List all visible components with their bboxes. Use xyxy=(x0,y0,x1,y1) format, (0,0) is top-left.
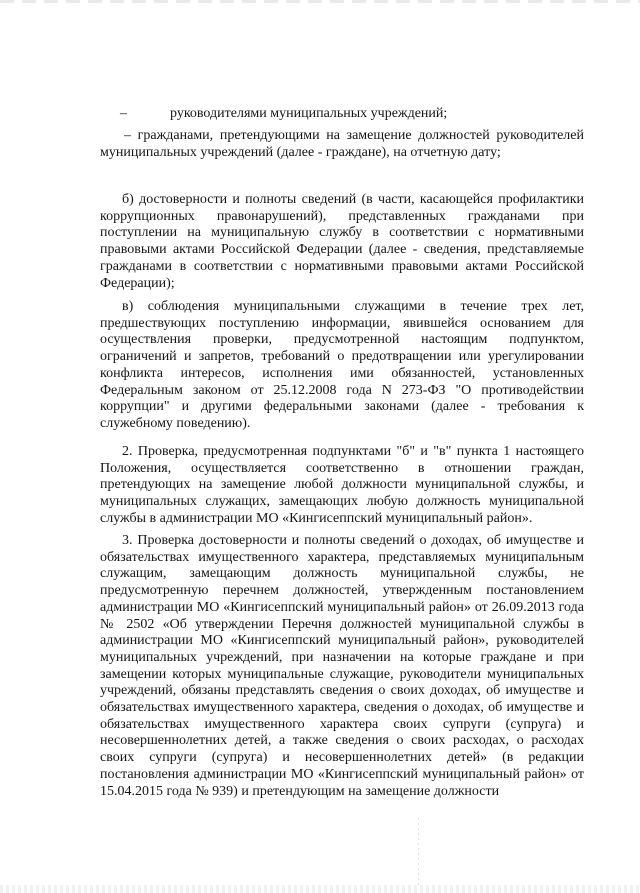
paragraph-2-text: 2. Проверка, предусмотренная подпунктами "б" и "в" пункта 1 настоящего Положения, осуществляется соответственно в отношении граждан, претендующих на замещение любой должности муниципальной службы, и муниципальных служащих, замещающих любую должность муниципальной службы в администрации МО «Кингисеппский муниципальный район». xyxy=(100,444,584,526)
scan-artifact xyxy=(418,818,419,888)
list-item-text: руководителями муниципальных учреждений; xyxy=(170,106,448,121)
subitem-v-text: в) соблюдения муниципальными служащими в течение трех лет, предшествующих поступлению информации, явившейся основанием для осуществления проверки, предусмотренной настоящим подпунктом, ограничений и запретов, требований о предотвращении или урегулировании конфликта интересов, исполнения ими обязанностей, установленных Федеральным законом от 25.12.2008 года N 273-ФЗ "О противодействии коррупции" и другими федеральными законами (далее - требования к служебному поведению). xyxy=(100,299,584,431)
scan-bottom-edge xyxy=(0,885,640,893)
paragraph-2 xyxy=(100,444,584,528)
paragraph-3-text: 3. Проверка достоверности и полноты сведений о доходах, об имуществе и обязательствах имущественного характера, представляемых муниципальным служащим, замещающим должность муниципальной службы, не предусмотренную перечнем должностей, утвержденным постановлением администрации МО «Кингисеппский муниципальный район» от 26.09.2013 года № 2502 «Об утверждении Перечня должностей муниципальной службы в администрации МО «Кингисеппский муниципальный район», руководителей муниципальных учреждений, при назначении на которые граждане и при замещении которых муниципальные служащие, руководители муниципальных учреждений, обязаны представлять сведения о своих доходах, об имуществе и обязательствах имущественного характера, сведения о доходах, об имуществе и обязательствах имущественного характера своих супруги (супруга) и несовершеннолетних детей, а также сведения о своих расходах, о расходах своих супруги (супруга) и несовершеннолетних детей» (в редакции постановления администрации МО «Кингисеппский муниципальный район» от 15.04.2015 года № 939) и претендующим на замещение должности xyxy=(100,533,584,799)
subitem-b-text: б) достоверности и полноты сведений (в части, касающейся профилактики коррупционных правонарушений), представленных гражданами при поступлении на муниципальную службу в соответствии с нормативными правовыми актами Российской Федерации (далее - сведения, представляемые гражданами в соответствии с нормативными правовыми актами Российской Федерации); xyxy=(100,192,584,291)
scan-top-edge xyxy=(0,0,640,3)
subitem-b xyxy=(100,192,584,292)
list-dash: – xyxy=(120,106,127,121)
list-item-citizens xyxy=(100,128,584,161)
subitem-v xyxy=(100,299,584,433)
list-item-text: – гражданами, претендующими на замещение должностей руководителей муниципальных учреждений (далее - граждане), на отчетную дату; xyxy=(100,128,584,160)
paragraph-3 xyxy=(100,533,584,800)
